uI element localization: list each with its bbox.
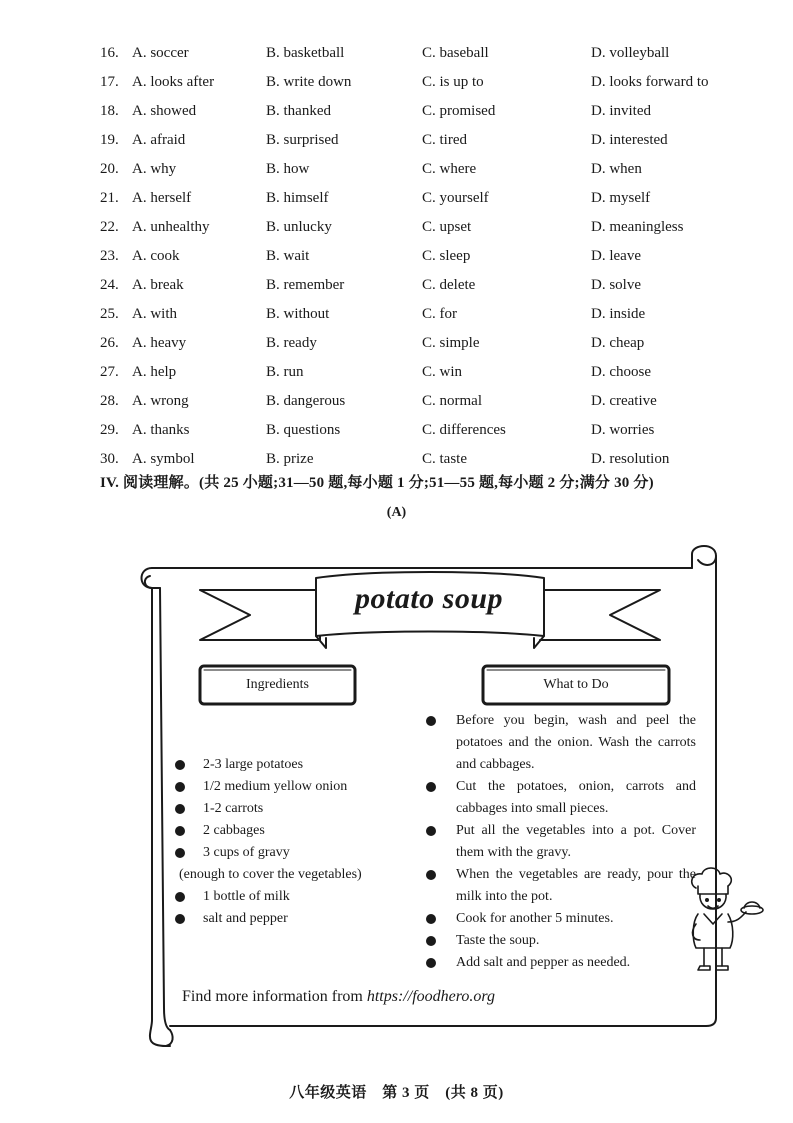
- step-item: Put all the vegetables into a pot. Cover them with the gravy.: [426, 820, 696, 864]
- option-c: C. tired: [422, 132, 467, 148]
- question-number: 23.: [100, 248, 119, 264]
- option-a: A. unhealthy: [132, 219, 210, 235]
- option-b: B. wait: [266, 248, 310, 264]
- question-number: 24.: [100, 277, 119, 293]
- question-number: 26.: [100, 335, 119, 351]
- option-b: B. remember: [266, 277, 345, 293]
- option-d: D. invited: [591, 103, 651, 119]
- option-c: C. promised: [422, 103, 496, 119]
- option-b: B. thanked: [266, 103, 331, 119]
- option-a: A. looks after: [132, 74, 215, 90]
- option-b: B. ready: [266, 335, 317, 351]
- question-number: 28.: [100, 393, 119, 409]
- more-info-line: [182, 988, 495, 1006]
- option-d: D. interested: [591, 132, 668, 148]
- option-c: C. is up to: [422, 74, 484, 90]
- step-item: Taste the soup.: [426, 930, 696, 952]
- option-c: C. differences: [422, 422, 506, 438]
- option-row-24: [100, 271, 760, 300]
- option-a: A. soccer: [132, 45, 189, 61]
- option-d: D. when: [591, 161, 642, 177]
- option-b: B. dangerous: [266, 393, 346, 409]
- option-row-17: [100, 68, 760, 97]
- option-c: C. win: [422, 364, 463, 380]
- option-b: B. surprised: [266, 132, 339, 148]
- step-item: When the vegetables are ready, pour the milk into the pot.: [426, 864, 696, 908]
- bullet-icon: [426, 914, 436, 924]
- ingredient-note: (enough to cover the vegetables): [179, 867, 362, 882]
- ingredient-item: 2 cabbages: [175, 820, 415, 842]
- more-info-text: Find more information from: [182, 988, 367, 1005]
- bullet-icon: [426, 936, 436, 946]
- option-row-16: [100, 39, 760, 68]
- question-number: 30.: [100, 451, 119, 467]
- option-a: A. break: [132, 277, 184, 293]
- ingredients-heading: Ingredients: [246, 677, 309, 692]
- option-a: A. heavy: [132, 335, 187, 351]
- question-number: 17.: [100, 74, 119, 90]
- option-a: A. help: [132, 364, 177, 380]
- option-row-21: [100, 184, 760, 213]
- option-c: C. simple: [422, 335, 480, 351]
- ingredient-item: salt and pepper: [175, 908, 415, 930]
- bullet-icon: [175, 760, 185, 770]
- step-item: Cut the potatoes, onion, carrots and cabbages into small pieces.: [426, 776, 696, 820]
- ingredient-item: 1/2 medium yellow onion: [175, 776, 415, 798]
- option-d: D. creative: [591, 393, 657, 409]
- option-d: D. worries: [591, 422, 655, 438]
- option-c: C. where: [422, 161, 477, 177]
- recipe-title: potato soup: [354, 582, 504, 615]
- option-c: C. taste: [422, 451, 467, 467]
- bullet-icon: [175, 826, 185, 836]
- option-b: B. prize: [266, 451, 314, 467]
- option-row-20: [100, 155, 760, 184]
- option-c: C. baseball: [422, 45, 489, 61]
- option-b: B. basketball: [266, 45, 345, 61]
- question-number: 18.: [100, 103, 119, 119]
- question-number: 19.: [100, 132, 119, 148]
- ingredients-list: [175, 754, 415, 930]
- option-row-19: [100, 126, 760, 155]
- bullet-icon: [426, 782, 436, 792]
- ingredient-item: 1-2 carrots: [175, 798, 415, 820]
- option-a: A. thanks: [132, 422, 190, 438]
- option-d: D. inside: [591, 306, 646, 322]
- option-row-28: [100, 387, 760, 416]
- ingredient-item: 1 bottle of milk: [175, 886, 415, 908]
- foodhero-link[interactable]: https://foodhero.org: [366, 988, 496, 1005]
- step-item: Cook for another 5 minutes.: [426, 908, 696, 930]
- question-number: 27.: [100, 364, 119, 380]
- option-c: C. delete: [422, 277, 476, 293]
- option-a: A. with: [132, 306, 177, 322]
- option-a: A. why: [132, 161, 177, 177]
- bullet-icon: [175, 848, 185, 858]
- option-row-18: [100, 97, 760, 126]
- option-d: D. cheap: [591, 335, 645, 351]
- option-b: B. himself: [266, 190, 329, 206]
- option-b: B. questions: [266, 422, 341, 438]
- option-d: D. meaningless: [591, 219, 684, 235]
- option-a: A. herself: [132, 190, 192, 206]
- bullet-icon: [426, 826, 436, 836]
- option-a: A. showed: [132, 103, 197, 119]
- ingredient-item: 3 cups of gravy: [175, 842, 415, 864]
- option-c: C. sleep: [422, 248, 471, 264]
- option-row-29: [100, 416, 760, 445]
- bullet-icon: [175, 782, 185, 792]
- chef-icon: [686, 866, 764, 978]
- question-number: 25.: [100, 306, 119, 322]
- question-number: 16.: [100, 45, 119, 61]
- step-item: Before you begin, wash and peel the potatoes and the onion. Wash the carrots and cabbages.: [426, 710, 696, 776]
- option-a: A. afraid: [132, 132, 186, 148]
- option-c: C. for: [422, 306, 457, 322]
- option-b: B. write down: [266, 74, 352, 90]
- option-row-22: [100, 213, 760, 242]
- section-title: IV. 阅读理解。(共 25 小题;31—50 题,每小题 1 分;51—55 题,每小题 2 分;满分 30 分): [100, 475, 654, 491]
- bullet-icon: [175, 892, 185, 902]
- option-b: B. run: [266, 364, 304, 380]
- option-b: B. unlucky: [266, 219, 332, 235]
- bullet-icon: [426, 716, 436, 726]
- question-number: 20.: [100, 161, 119, 177]
- option-row-23: [100, 242, 760, 271]
- passage-label: (A): [386, 505, 407, 520]
- bullet-icon: [175, 914, 185, 924]
- option-c: C. normal: [422, 393, 482, 409]
- question-number: 21.: [100, 190, 119, 206]
- bullet-icon: [175, 804, 185, 814]
- option-b: B. without: [266, 306, 330, 322]
- page-footer: 八年级英语 第 3 页 (共 8 页): [289, 1085, 504, 1101]
- what-to-do-heading: What to Do: [543, 677, 609, 692]
- ingredient-item: 2-3 large potatoes: [175, 754, 415, 776]
- recipe-scroll: [130, 540, 730, 1050]
- option-d: D. solve: [591, 277, 641, 293]
- step-item: Add salt and pepper as needed.: [426, 952, 696, 974]
- option-d: D. choose: [591, 364, 651, 380]
- option-row-27: [100, 358, 760, 387]
- bullet-icon: [426, 870, 436, 880]
- option-a: A. symbol: [132, 451, 195, 467]
- option-c: C. yourself: [422, 190, 489, 206]
- option-a: A. wrong: [132, 393, 189, 409]
- option-c: C. upset: [422, 219, 472, 235]
- option-b: B. how: [266, 161, 310, 177]
- bullet-icon: [426, 958, 436, 968]
- option-row-26: [100, 329, 760, 358]
- option-d: D. volleyball: [591, 45, 670, 61]
- option-a: A. cook: [132, 248, 180, 264]
- question-number: 22.: [100, 219, 119, 235]
- option-row-30: [100, 445, 760, 474]
- option-row-25: [100, 300, 760, 329]
- steps-list: [426, 710, 696, 974]
- option-d: D. resolution: [591, 451, 670, 467]
- option-d: D. looks forward to: [591, 74, 709, 90]
- option-d: D. leave: [591, 248, 641, 264]
- option-d: D. myself: [591, 190, 651, 206]
- question-number: 29.: [100, 422, 119, 438]
